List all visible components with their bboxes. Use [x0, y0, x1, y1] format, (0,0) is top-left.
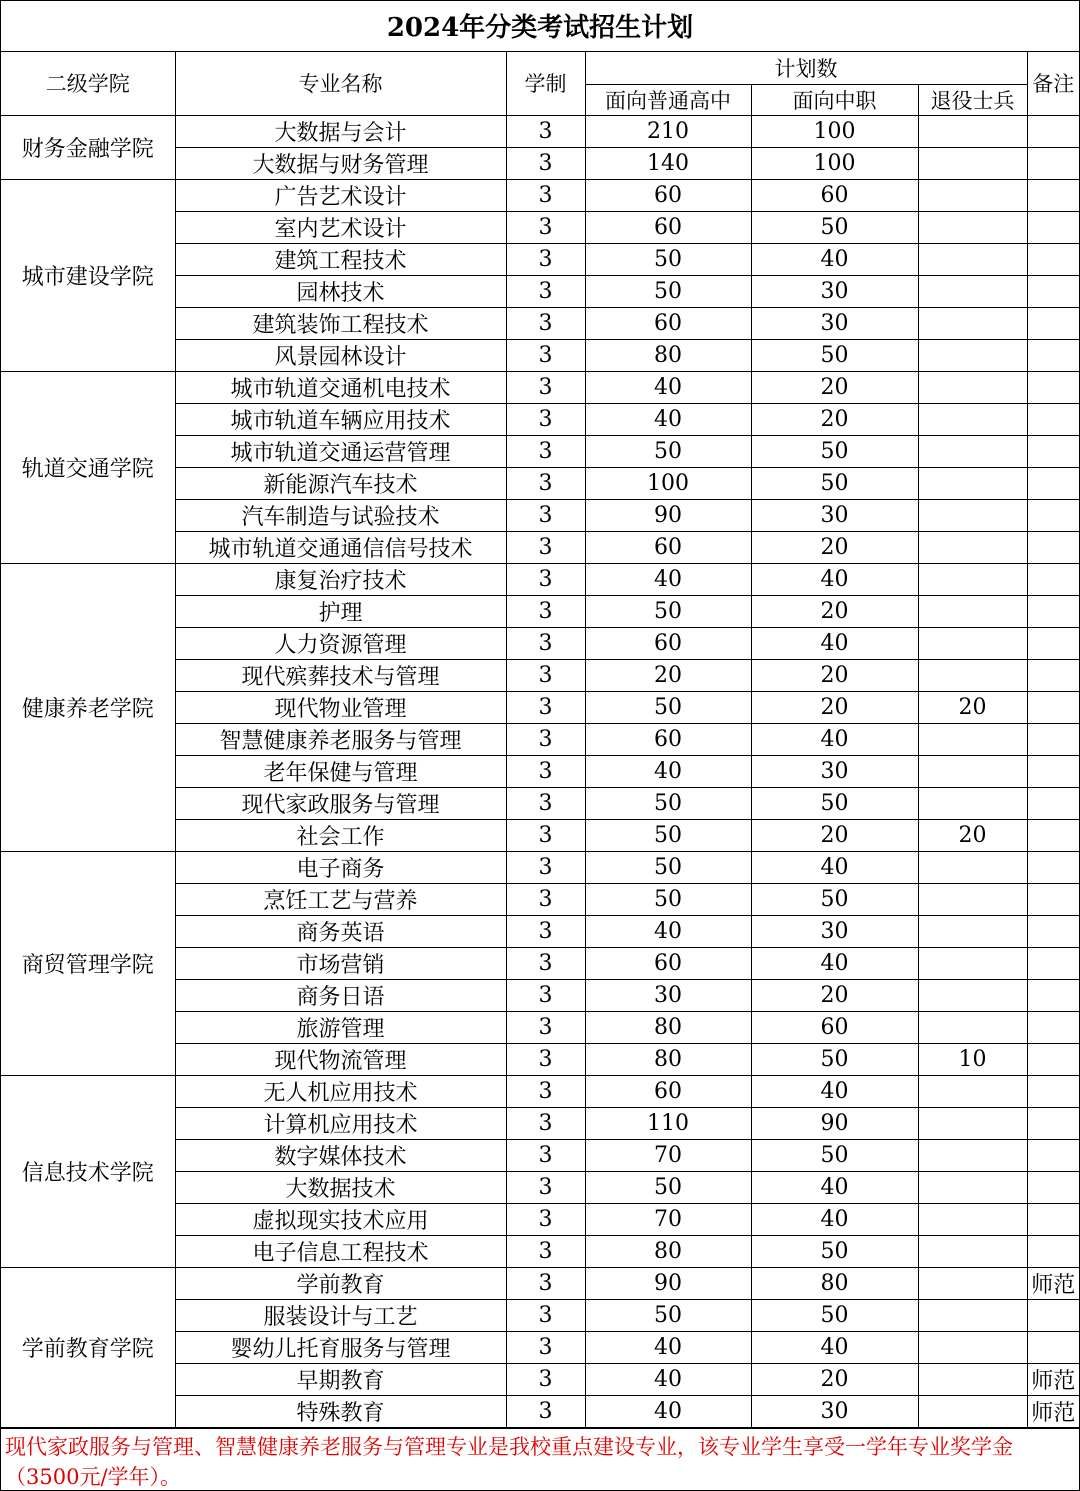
plan-tuiyi: 10 [918, 1043, 1027, 1075]
duration: 3 [506, 723, 585, 755]
remark: 师范 [1027, 1267, 1079, 1299]
table-row [1, 851, 1079, 883]
remark [1027, 627, 1079, 659]
major-name: 城市轨道交通运营管理 [175, 435, 506, 467]
major-name: 电子信息工程技术 [175, 1235, 506, 1267]
plan-zhongzhi: 50 [751, 435, 918, 467]
duration: 3 [506, 595, 585, 627]
remark [1027, 179, 1079, 211]
plan-gaozhong: 60 [585, 723, 751, 755]
duration: 3 [506, 499, 585, 531]
plan-tuiyi [918, 371, 1027, 403]
duration: 3 [506, 531, 585, 563]
plan-gaozhong: 210 [585, 115, 751, 147]
major-name: 虚拟现实技术应用 [175, 1203, 506, 1235]
duration: 3 [506, 1043, 585, 1075]
remark [1027, 275, 1079, 307]
major-name: 商务英语 [175, 915, 506, 947]
table-row [1, 1267, 1079, 1299]
plan-tuiyi [918, 915, 1027, 947]
remark [1027, 243, 1079, 275]
duration: 3 [506, 947, 585, 979]
plan-tuiyi [918, 595, 1027, 627]
duration: 3 [506, 1171, 585, 1203]
college-name: 信息技术学院 [1, 1075, 175, 1267]
major-name: 服装设计与工艺 [175, 1299, 506, 1331]
plan-zhongzhi: 40 [751, 723, 918, 755]
duration: 3 [506, 115, 585, 147]
major-name: 烹饪工艺与营养 [175, 883, 506, 915]
plan-zhongzhi: 20 [751, 403, 918, 435]
plan-tuiyi [918, 1075, 1027, 1107]
duration: 3 [506, 211, 585, 243]
duration: 3 [506, 1331, 585, 1363]
plan-zhongzhi: 40 [751, 851, 918, 883]
remark: 师范 [1027, 1395, 1079, 1427]
major-name: 市场营销 [175, 947, 506, 979]
major-name: 康复治疗技术 [175, 563, 506, 595]
duration: 3 [506, 307, 585, 339]
plan-gaozhong: 50 [585, 883, 751, 915]
remark [1027, 659, 1079, 691]
header-plan-tuiyi: 退役士兵 [918, 84, 1027, 115]
plan-gaozhong: 20 [585, 659, 751, 691]
major-name: 无人机应用技术 [175, 1075, 506, 1107]
plan-zhongzhi: 50 [751, 787, 918, 819]
plan-gaozhong: 100 [585, 467, 751, 499]
major-name: 学前教育 [175, 1267, 506, 1299]
plan-zhongzhi: 40 [751, 563, 918, 595]
duration: 3 [506, 627, 585, 659]
plan-tuiyi [918, 1107, 1027, 1139]
remark [1027, 1171, 1079, 1203]
plan-gaozhong: 50 [585, 851, 751, 883]
plan-tuiyi [918, 1203, 1027, 1235]
remark [1027, 467, 1079, 499]
plan-gaozhong: 140 [585, 147, 751, 179]
plan-tuiyi [918, 851, 1027, 883]
duration: 3 [506, 755, 585, 787]
major-name: 电子商务 [175, 851, 506, 883]
plan-zhongzhi: 50 [751, 1235, 918, 1267]
plan-zhongzhi: 20 [751, 979, 918, 1011]
remark [1027, 531, 1079, 563]
plan-zhongzhi: 100 [751, 147, 918, 179]
remark [1027, 787, 1079, 819]
plan-gaozhong: 60 [585, 947, 751, 979]
major-name: 室内艺术设计 [175, 211, 506, 243]
plan-tuiyi: 20 [918, 691, 1027, 723]
duration: 3 [506, 915, 585, 947]
plan-tuiyi [918, 627, 1027, 659]
college-name: 健康养老学院 [1, 563, 175, 851]
plan-gaozhong: 50 [585, 787, 751, 819]
major-name: 现代家政服务与管理 [175, 787, 506, 819]
major-name: 特殊教育 [175, 1395, 506, 1427]
major-name: 社会工作 [175, 819, 506, 851]
plan-gaozhong: 50 [585, 435, 751, 467]
plan-tuiyi [918, 1171, 1027, 1203]
plan-zhongzhi: 20 [751, 691, 918, 723]
plan-zhongzhi: 40 [751, 1171, 918, 1203]
table-row [1, 1075, 1079, 1107]
plan-table [1, 52, 1079, 1428]
table-row [1, 179, 1079, 211]
plan-gaozhong: 50 [585, 595, 751, 627]
plan-tuiyi [918, 723, 1027, 755]
plan-gaozhong: 40 [585, 371, 751, 403]
plan-zhongzhi: 60 [751, 179, 918, 211]
plan-tuiyi [918, 467, 1027, 499]
plan-tuiyi [918, 1235, 1027, 1267]
remark [1027, 211, 1079, 243]
remark [1027, 1331, 1079, 1363]
plan-zhongzhi: 50 [751, 467, 918, 499]
plan-zhongzhi: 20 [751, 659, 918, 691]
duration: 3 [506, 179, 585, 211]
plan-tuiyi [918, 1011, 1027, 1043]
plan-zhongzhi: 60 [751, 1011, 918, 1043]
remark [1027, 723, 1079, 755]
header-college: 二级学院 [1, 52, 175, 115]
page-title: 2024年分类考试招生计划 [1, 1, 1079, 52]
plan-tuiyi [918, 883, 1027, 915]
plan-tuiyi [918, 947, 1027, 979]
plan-zhongzhi: 40 [751, 1203, 918, 1235]
major-name: 老年保健与管理 [175, 755, 506, 787]
plan-tuiyi [918, 211, 1027, 243]
plan-tuiyi [918, 659, 1027, 691]
college-name: 城市建设学院 [1, 179, 175, 371]
duration: 3 [506, 1203, 585, 1235]
remark [1027, 435, 1079, 467]
duration: 3 [506, 147, 585, 179]
plan-gaozhong: 60 [585, 1075, 751, 1107]
plan-tuiyi [918, 179, 1027, 211]
plan-tuiyi [918, 1299, 1027, 1331]
plan-zhongzhi: 30 [751, 915, 918, 947]
duration: 3 [506, 435, 585, 467]
header-plan-gaozhong: 面向普通高中 [585, 84, 751, 115]
remark [1027, 1107, 1079, 1139]
remark [1027, 563, 1079, 595]
plan-tuiyi [918, 275, 1027, 307]
duration: 3 [506, 467, 585, 499]
plan-zhongzhi: 50 [751, 339, 918, 371]
plan-zhongzhi: 30 [751, 499, 918, 531]
major-name: 新能源汽车技术 [175, 467, 506, 499]
duration: 3 [506, 403, 585, 435]
remark [1027, 1203, 1079, 1235]
plan-gaozhong: 80 [585, 1235, 751, 1267]
major-name: 早期教育 [175, 1363, 506, 1395]
duration: 3 [506, 339, 585, 371]
remark [1027, 883, 1079, 915]
remark: 师范 [1027, 1363, 1079, 1395]
plan-gaozhong: 70 [585, 1139, 751, 1171]
plan-tuiyi [918, 979, 1027, 1011]
plan-gaozhong: 60 [585, 307, 751, 339]
plan-tuiyi [918, 403, 1027, 435]
plan-tuiyi [918, 787, 1027, 819]
major-name: 婴幼儿托育服务与管理 [175, 1331, 506, 1363]
college-name: 财务金融学院 [1, 115, 175, 179]
scholarship-note: 现代家政服务与管理、智慧健康养老服务与管理专业是我校重点建设专业，该专业学生享受一学年专业奖学金（3500元/学年）。 [1, 1428, 1079, 1491]
plan-gaozhong: 90 [585, 1267, 751, 1299]
remark [1027, 691, 1079, 723]
plan-zhongzhi: 40 [751, 1075, 918, 1107]
plan-zhongzhi: 20 [751, 595, 918, 627]
plan-tuiyi [918, 147, 1027, 179]
plan-zhongzhi: 50 [751, 1299, 918, 1331]
plan-gaozhong: 60 [585, 179, 751, 211]
plan-tuiyi [918, 307, 1027, 339]
remark [1027, 1235, 1079, 1267]
major-name: 大数据技术 [175, 1171, 506, 1203]
remark [1027, 403, 1079, 435]
remark [1027, 947, 1079, 979]
remark [1027, 1075, 1079, 1107]
duration: 3 [506, 275, 585, 307]
plan-tuiyi [918, 1331, 1027, 1363]
remark [1027, 1011, 1079, 1043]
table-row [1, 115, 1079, 147]
duration: 3 [506, 691, 585, 723]
plan-gaozhong: 30 [585, 979, 751, 1011]
duration: 3 [506, 1235, 585, 1267]
plan-tuiyi [918, 339, 1027, 371]
plan-gaozhong: 80 [585, 339, 751, 371]
plan-gaozhong: 80 [585, 1011, 751, 1043]
table-row [1, 563, 1079, 595]
header-duration: 学制 [506, 52, 585, 115]
plan-zhongzhi: 40 [751, 243, 918, 275]
duration: 3 [506, 787, 585, 819]
plan-gaozhong: 40 [585, 1395, 751, 1427]
major-name: 城市轨道交通通信信号技术 [175, 531, 506, 563]
plan-gaozhong: 50 [585, 243, 751, 275]
remark [1027, 915, 1079, 947]
duration: 3 [506, 1011, 585, 1043]
plan-zhongzhi: 50 [751, 883, 918, 915]
duration: 3 [506, 979, 585, 1011]
plan-zhongzhi: 20 [751, 531, 918, 563]
duration: 3 [506, 1107, 585, 1139]
remark [1027, 755, 1079, 787]
duration: 3 [506, 659, 585, 691]
plan-tuiyi [918, 531, 1027, 563]
plan-gaozhong: 90 [585, 499, 751, 531]
plan-tuiyi [918, 1363, 1027, 1395]
major-name: 风景园林设计 [175, 339, 506, 371]
remark [1027, 851, 1079, 883]
duration: 3 [506, 1267, 585, 1299]
plan-gaozhong: 40 [585, 1331, 751, 1363]
college-name: 学前教育学院 [1, 1267, 175, 1427]
plan-zhongzhi: 50 [751, 1043, 918, 1075]
plan-zhongzhi: 20 [751, 819, 918, 851]
plan-gaozhong: 60 [585, 211, 751, 243]
plan-gaozhong: 50 [585, 1299, 751, 1331]
plan-gaozhong: 40 [585, 755, 751, 787]
major-name: 建筑工程技术 [175, 243, 506, 275]
major-name: 现代物流管理 [175, 1043, 506, 1075]
remark [1027, 1299, 1079, 1331]
college-name: 商贸管理学院 [1, 851, 175, 1075]
plan-zhongzhi: 90 [751, 1107, 918, 1139]
duration: 3 [506, 243, 585, 275]
plan-gaozhong: 40 [585, 1363, 751, 1395]
major-name: 建筑装饰工程技术 [175, 307, 506, 339]
plan-tuiyi [918, 115, 1027, 147]
major-name: 大数据与财务管理 [175, 147, 506, 179]
major-name: 人力资源管理 [175, 627, 506, 659]
plan-zhongzhi: 20 [751, 1363, 918, 1395]
remark [1027, 339, 1079, 371]
remark [1027, 307, 1079, 339]
plan-gaozhong: 60 [585, 627, 751, 659]
major-name: 数字媒体技术 [175, 1139, 506, 1171]
plan-zhongzhi: 50 [751, 1139, 918, 1171]
plan-gaozhong: 60 [585, 531, 751, 563]
college-name: 轨道交通学院 [1, 371, 175, 563]
duration: 3 [506, 563, 585, 595]
plan-zhongzhi: 30 [751, 1395, 918, 1427]
duration: 3 [506, 851, 585, 883]
major-name: 计算机应用技术 [175, 1107, 506, 1139]
header-remark: 备注 [1027, 52, 1079, 115]
plan-zhongzhi: 30 [751, 755, 918, 787]
remark [1027, 979, 1079, 1011]
plan-zhongzhi: 50 [751, 211, 918, 243]
plan-gaozhong: 70 [585, 1203, 751, 1235]
remark [1027, 115, 1079, 147]
plan-gaozhong: 40 [585, 563, 751, 595]
plan-gaozhong: 50 [585, 691, 751, 723]
plan-gaozhong: 80 [585, 1043, 751, 1075]
plan-table-body [1, 115, 1079, 1427]
plan-zhongzhi: 20 [751, 371, 918, 403]
plan-tuiyi: 20 [918, 819, 1027, 851]
plan-zhongzhi: 40 [751, 627, 918, 659]
header-major: 专业名称 [175, 52, 506, 115]
plan-tuiyi [918, 563, 1027, 595]
major-name: 大数据与会计 [175, 115, 506, 147]
plan-tuiyi [918, 243, 1027, 275]
plan-gaozhong: 50 [585, 275, 751, 307]
plan-tuiyi [918, 435, 1027, 467]
duration: 3 [506, 1363, 585, 1395]
table-row [1, 371, 1079, 403]
plan-tuiyi [918, 1139, 1027, 1171]
plan-tuiyi [918, 755, 1027, 787]
plan-zhongzhi: 80 [751, 1267, 918, 1299]
duration: 3 [506, 1139, 585, 1171]
major-name: 城市轨道车辆应用技术 [175, 403, 506, 435]
header-plan: 计划数 [585, 52, 1027, 84]
duration: 3 [506, 819, 585, 851]
plan-gaozhong: 110 [585, 1107, 751, 1139]
duration: 3 [506, 371, 585, 403]
remark [1027, 819, 1079, 851]
plan-tuiyi [918, 1267, 1027, 1299]
major-name: 商务日语 [175, 979, 506, 1011]
header-plan-zhongzhi: 面向中职 [751, 84, 918, 115]
duration: 3 [506, 1395, 585, 1427]
major-name: 护理 [175, 595, 506, 627]
remark [1027, 1043, 1079, 1075]
duration: 3 [506, 1299, 585, 1331]
plan-gaozhong: 50 [585, 819, 751, 851]
major-name: 现代物业管理 [175, 691, 506, 723]
plan-gaozhong: 40 [585, 403, 751, 435]
major-name: 旅游管理 [175, 1011, 506, 1043]
plan-gaozhong: 50 [585, 1171, 751, 1203]
remark [1027, 595, 1079, 627]
plan-zhongzhi: 40 [751, 1331, 918, 1363]
major-name: 广告艺术设计 [175, 179, 506, 211]
remark [1027, 147, 1079, 179]
plan-tuiyi [918, 1395, 1027, 1427]
major-name: 城市轨道交通机电技术 [175, 371, 506, 403]
duration: 3 [506, 883, 585, 915]
plan-zhongzhi: 100 [751, 115, 918, 147]
major-name: 园林技术 [175, 275, 506, 307]
remark [1027, 371, 1079, 403]
plan-zhongzhi: 40 [751, 947, 918, 979]
major-name: 智慧健康养老服务与管理 [175, 723, 506, 755]
major-name: 汽车制造与试验技术 [175, 499, 506, 531]
plan-gaozhong: 40 [585, 915, 751, 947]
remark [1027, 1139, 1079, 1171]
remark [1027, 499, 1079, 531]
duration: 3 [506, 1075, 585, 1107]
plan-zhongzhi: 30 [751, 307, 918, 339]
major-name: 现代殡葬技术与管理 [175, 659, 506, 691]
plan-tuiyi [918, 499, 1027, 531]
plan-zhongzhi: 30 [751, 275, 918, 307]
